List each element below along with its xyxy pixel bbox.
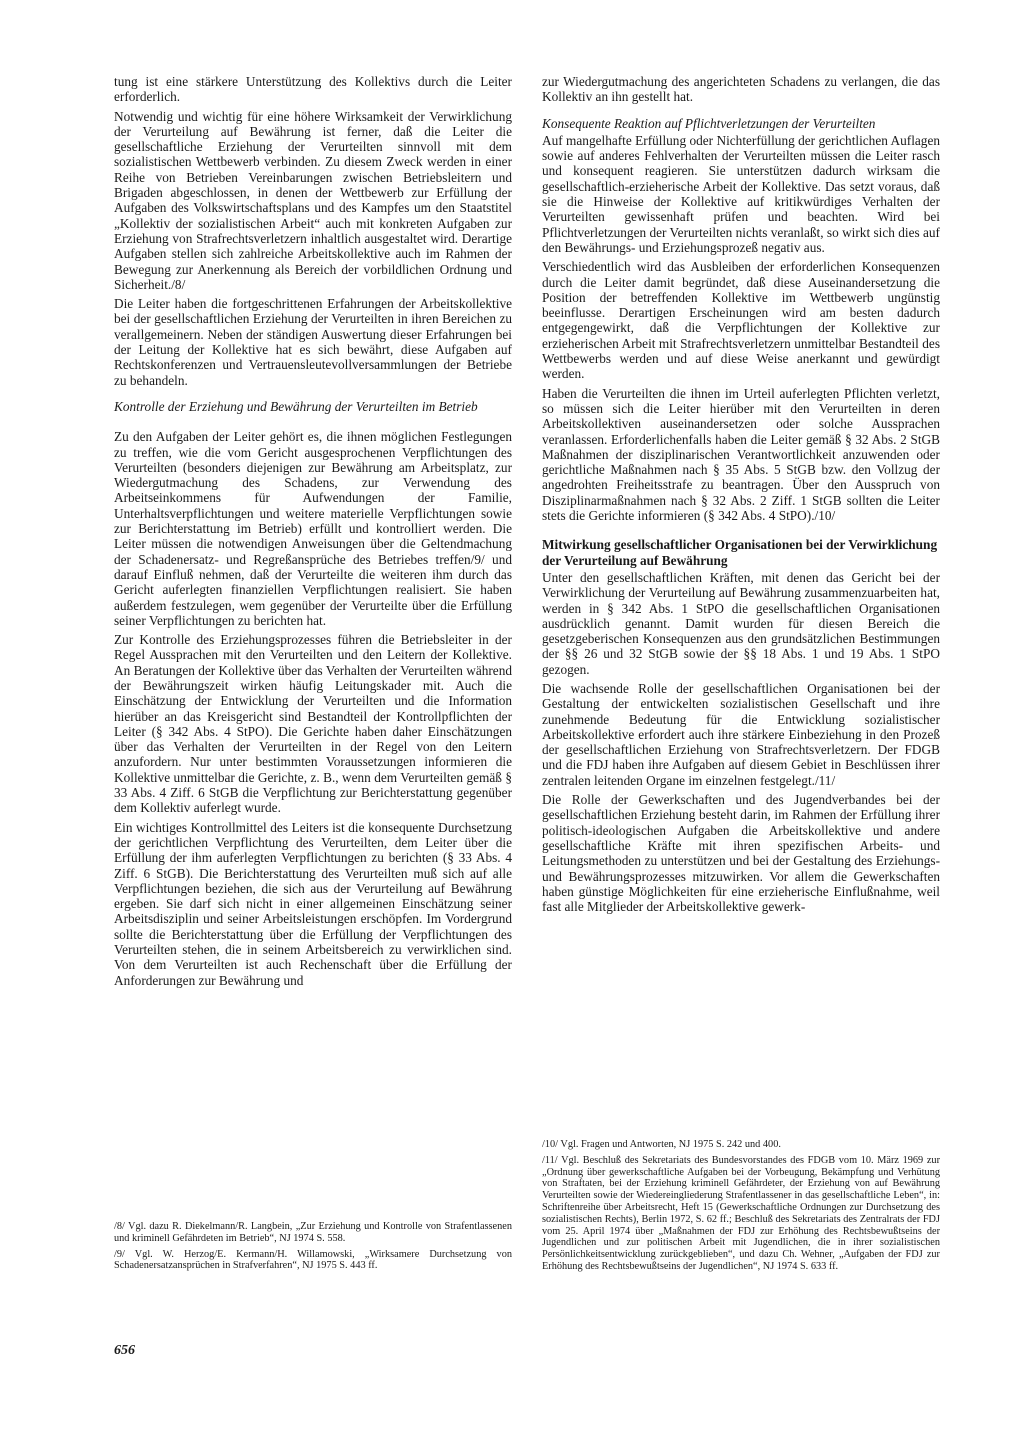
- footnotes-left: [114, 1221, 512, 1276]
- footnote: /11/ Vgl. Beschluß des Sekretariats des Bundesvorstandes des FDGB vom 10. März 1969 zur „Ordnung über gewerkschaftliche Aufgaben bei der Vorbeugung, Bekämpfung und Verhütung von Straftaten, bei der Erziehung kriminell Gefährdeter, der Erziehung von auf Bewährung Verurteilten sowie der Wiedereingliederung Strafentlassener in das gesellschaftliche Leben“, in: Schriftenreihe über Arbeitsrecht, Heft 15 (Gewerkschaftliche Ordnungen zur Durchsetzung des sozialistischen Rechts), Berlin 1972, S. 62 ff.; Beschluß des Sekretariats des Zentralrats der FDJ vom 25. April 1974 über „Maßnahmen der FDJ zur Erhöhung des Rechtsbewußtseins der Jugendlichen und zur politischen Arbeit mit Jugendlichen, die in ihrer sozialistischen Persönlichkeitsentwicklung zurückgeblieben“, und dazu Ch. Wehner, „Aufgaben der FDJ zur Erhöhung des Rechtsbewußtseins der Jugendlichen“, NJ 1974 S. 633 ff.: [542, 1154, 940, 1272]
- section-subheading: Kontrolle der Erziehung und Bewährung der Verurteilten im Betrieb: [114, 398, 478, 414]
- section-subheading: Konsequente Reaktion auf Pflichtverletzungen der Verurteilten: [542, 115, 876, 131]
- paragraph: Die Leiter haben die fortgeschrittenen Erfahrungen der Arbeitskollektive bei der gesellschaftlichen Erziehung der Verurteilten in ihren Bereichen zu verallgemeinern. Neben der ständigen Auswertung dieser Erfahrungen bei der Leitung der Kollektive hat es sich bewährt, diese Aufgaben auf Rechtskonferenzen und Vertrauensleutevollversammlungen der Betriebe zu behandeln.: [114, 296, 512, 388]
- paragraph: Ein wichtiges Kontrollmittel des Leiters ist die konsequente Durchsetzung der gerichtlichen Verpflichtung des Verurteilten, dem Leiter über die Erfüllung der ihm auferlegten Verpflichtungen zu berichten (§ 33 Abs. 4 Ziff. 6 StGB). Die Berichterstattung des Verurteilten muß sich auf alle Verpflichtungen beziehen, die sich aus der Verurteilung auf Bewährung ergeben. Sie darf sich nicht in einer allgemeinen Einschätzung seiner Arbeitsdisziplin und seiner Arbeitsleistungen erschöpfen. Im Vordergrund sollte die Berichterstattung über die Erfüllung der Verpflichtungen des Verurteilten stehen, die in seinem Arbeitsbereich zu verwirklichen sind. Von dem Verurteilten ist auch Rechenschaft über die Erfüllung der Anforderungen zur Bewährung und: [114, 819, 512, 988]
- right-column: [542, 74, 940, 918]
- paragraph: Auf mangelhafte Erfüllung oder Nichterfüllung der gerichtlichen Auflagen sowie auf anderes Fehlverhalten der Verurteilten müssen die Leiter rasch und konsequent reagieren. Sie unterstützen dadurch wirksam die gesellschaftlich-erzieherische Arbeit der Kollektive. Das setzt voraus, daß sie die Hinweise der Kollektive auf kritikwürdiges Verhalten der Verurteilten gewissenhaft prüfen und beachten. Wird bei Pflichtverletzungen der Verurteilten nichts veranlaßt, so wirkt sich dies auf den Bewährungs- und Erziehungsprozeß negativ aus.: [542, 132, 940, 255]
- section-heading: Mitwirkung gesellschaftlicher Organisationen bei der Verwirklichung der Verurteilung auf Bewährung: [542, 537, 938, 568]
- left-column: [114, 74, 512, 992]
- paragraph: Haben die Verurteilten die ihnen im Urteil auferlegten Pflichten verletzt, so müssen sich die Leiter hierüber mit den Verurteilten in deren Arbeitskollektiven auseinandersetzen oder solche Aussprachen veranlassen. Erforderlichenfalls haben die Leiter gemäß § 32 Abs. 2 StGB Maßnahmen der disziplinarischen Verantwortlichkeit anzuwenden oder gerichtliche Maßnahmen nach § 35 Abs. 5 StGB bzw. den Vollzug der angedrohten Freiheitsstrafe zu beantragen. Über den Ausspruch von Disziplinarmaßnahmen nach § 32 Abs. 2 Ziff. 1 StGB sollten die Leiter stets die Gerichte informieren (§ 342 Abs. 4 StPO)./10/: [542, 385, 940, 524]
- paragraph: Zur Kontrolle des Erziehungsprozesses führen die Betriebsleiter in der Regel Aussprachen mit den Verurteilten und den Leitern der Kollektive. An Beratungen der Kollektive über das Verhalten der Verurteilten während der Bewährungszeit wirken häufig Leitungskader mit. Auch die Einschätzung der Entwicklung der Verurteilten und die Information hierüber an das Kreisgericht sind Bestandteil der Kontrollpflichten der Leiter (§ 342 Abs. 4 StPO). Die Gerichte haben daher Einschätzungen über das Verhalten der Verurteilten in der Regel von den Leitern anzufordern. Nur unter bestimmten Voraussetzungen informieren die Kollektive unmittelbar die Gerichte, z. B., wenn dem Verurteilten gemäß § 33 Abs. 4 Ziff. 6 StGB die Verpflichtung zur Berichterstattung gegenüber dem Kollektiv auferlegt wurde.: [114, 632, 512, 816]
- paragraph: Die wachsende Rolle der gesellschaftlichen Organisationen bei der Gestaltung der entwickelten sozialistischen Gesellschaft und ihre zunehmende Bedeutung für die Entwicklung sozialistischer Arbeitskollektive erfordert auch ihre stärkere Einbeziehung in den Prozeß der gesellschaftlichen Erziehung von Strafrechtsverletzern. Der FDGB und die FDJ haben ihre Aufgaben auf diesem Gebiet in Beschlüssen ihrer zentralen leitenden Organe im einzelnen festgelegt./11/: [542, 680, 940, 788]
- footnote: /10/ Vgl. Fragen und Antworten, NJ 1975 S. 242 und 400.: [542, 1139, 781, 1150]
- page-number: 656: [114, 1343, 135, 1358]
- paragraph: tung ist eine stärkere Unterstützung des Kollektivs durch die Leiter erforderlich.: [114, 74, 512, 105]
- paragraph: Verschiedentlich wird das Ausbleiben der erforderlichen Konsequenzen durch die Leiter damit begründet, daß diese Auseinandersetzung die Position der betreffenden Kollektive im Wettbewerb ungünstig beeinflusse. Derartigen Erscheinungen wird am besten dadurch entgegengewirkt, daß die Verpflichtungen der Kollektive zur erzieherischen Arbeit mit Strafrechtsverletzern unmittelbar Bestandteil des Wettbewerbs werden und auf diese Weise anerkannt und gewürdigt werden.: [542, 259, 940, 382]
- footnote: /8/ Vgl. dazu R. Diekelmann/R. Langbein, „Zur Erziehung und Kontrolle von Strafentlassenen und kriminell Gefährdeten im Betrieb“, NJ 1974 S. 558.: [114, 1221, 512, 1244]
- paragraph: Unter den gesellschaftlichen Kräften, mit denen das Gericht bei der Verwirklichung der Verurteilung auf Bewährung zusammenzuarbeiten hat, werden in § 342 Abs. 1 StPO die gesellschaftlichen Organisationen ausdrücklich genannt. Damit wurden für diesen Bereich die gesetzgeberischen Konsequenzen aus den grundsätzlichen Bestimmungen der §§ 26 und 32 StGB sowie der §§ 18 Abs. 1 und 19 Abs. 1 StPO gezogen.: [542, 569, 940, 677]
- paragraph: zur Wiedergutmachung des angerichteten Schadens zu verlangen, die das Kollektiv an ihn gestellt hat.: [542, 74, 940, 105]
- footnote: /9/ Vgl. W. Herzog/E. Kermann/H. Willamowski, „Wirksamere Durchsetzung von Schadenersatzansprüchen in Strafverfahren“, NJ 1975 S. 443 ff.: [114, 1248, 512, 1272]
- paragraph: Notwendig und wichtig für eine höhere Wirksamkeit der Verwirklichung der Verurteilung auf Bewährung ist ferner, daß die Leiter die gesellschaftliche Erziehung der Verurteilten sinnvoll mit dem sozialistischen Wettbewerb verbinden. Zu diesem Zweck werden in einer Reihe von Betrieben Vereinbarungen zwischen Betriebsleitern und Brigaden abgeschlossen, in denen der Wettbewerb zur Erfüllung der Aufgaben des Volkswirtschaftsplans und des Kampfes um den Staatstitel „Kollektiv der sozialistischen Arbeit“ auch mit konkreten Aufgaben zur Erziehung von Strafrechtsverletzern inhaltlich ausgestaltet wird. Derartige Aufgaben stellen sich zahlreiche Arbeitskollektive auch im Rahmen der Bewegung zur Anerkennung als Bereich der vorbildlichen Ordnung und Sicherheit./8/: [114, 108, 512, 292]
- paragraph: Die Rolle der Gewerkschaften und des Jugendverbandes bei der gesellschaftlichen Erziehung besteht darin, im Rahmen der Erfüllung ihrer politisch-ideologischen Aufgaben die Arbeitskollektive und andere gesellschaftliche Kräfte mit ihren spezifischen Arbeits- und Leitungsmethoden zu unterstützen und bei der Gestaltung des Erziehungs- und Bewährungsprozesses mitzuwirken. Vor allem die Gewerkschaften haben günstige Möglichkeiten für eine erzieherische Einflußnahme, weil fast alle Mitglieder der Arbeitskollektive gewerk-: [542, 792, 940, 915]
- footnotes-right: [542, 1139, 940, 1277]
- paragraph: Zu den Aufgaben der Leiter gehört es, die ihnen möglichen Festlegungen zu treffen, wie die vom Gericht ausgesprochenen Verpflichtungen des Verurteilten (besonders diejenigen zur Bewährung am Arbeitsplatz, zur Wiedergutmachung des Schadens, zur Verwendung des Arbeitseinkommens für Aufwendungen der Familie, Unterhaltsverpflichtungen und weitere materielle Verpflichtungen sowie zur Berichterstattung im Betrieb) erfüllt und kontrolliert werden. Die Leiter müssen die notwendigen Anweisungen über die Geltendmachung der Schadenersatz- und Regreßansprüche des Betriebes treffen/9/ und darauf Einfluß nehmen, daß der Verurteilte die weiteren ihm durch das Gericht auferlegten finanziellen Verpflichtungen realisiert. Sie haben außerdem festzulegen, wem gegenüber der Verurteilte über die Erfüllung seiner Verpflichtungen zu berichten hat.: [114, 429, 512, 628]
